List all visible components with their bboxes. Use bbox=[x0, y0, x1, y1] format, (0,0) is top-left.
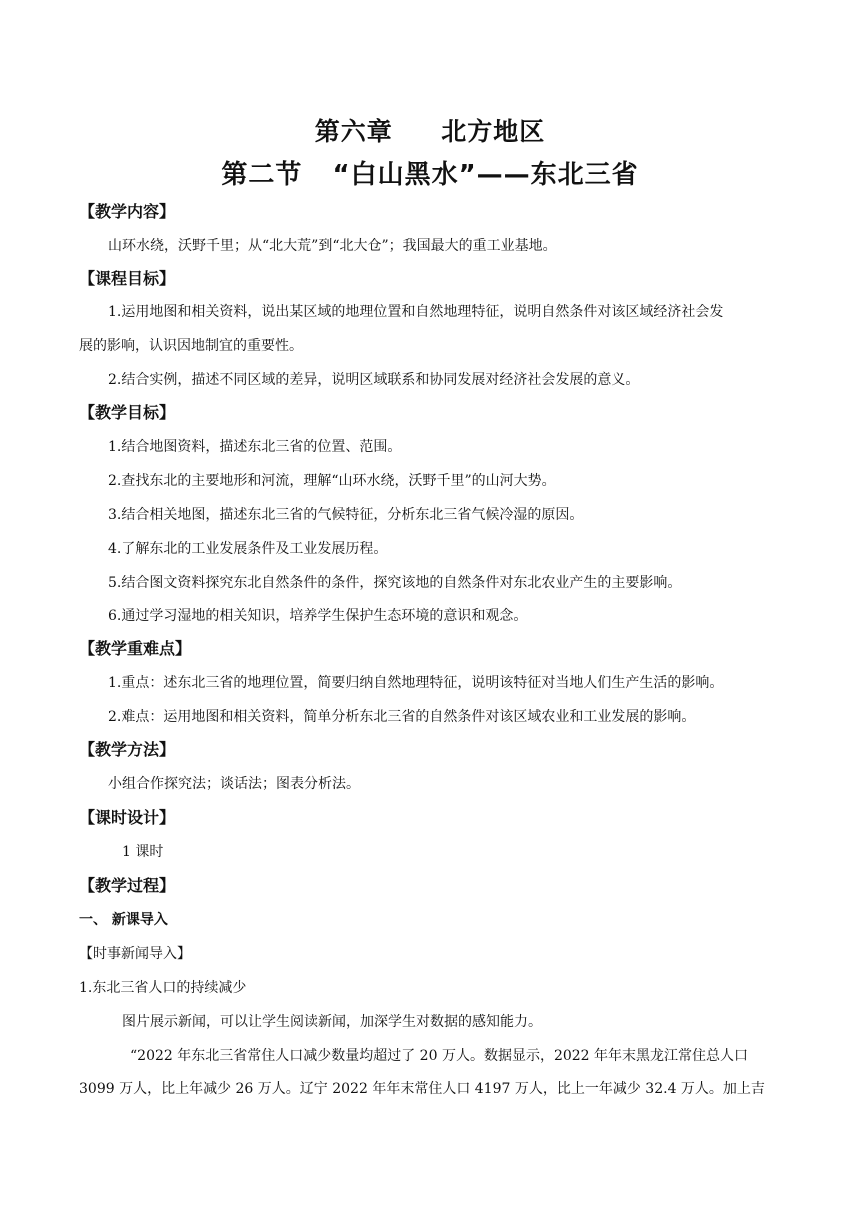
key-difficult-points-heading: 【教学重难点】 bbox=[79, 639, 192, 658]
objective-item: 5.结合图文资料探究东北自然条件的条件，探究该地的自然条件对东北农业产生的主要影响。 bbox=[108, 575, 682, 591]
lesson-schedule-heading: 【课时设计】 bbox=[79, 808, 176, 827]
curriculum-goal-1-line-b: 展的影响，认识因地制宜的重要性。 bbox=[79, 338, 303, 354]
curriculum-goal-2: 2.结合实例，描述不同区域的差异，说明区域联系和协同发展对经济社会发展的意义。 bbox=[108, 372, 640, 388]
key-point: 1.重点：述东北三省的地理位置，简要归纳自然地理特征，说明该特征对当地人们生产生活的影响。 bbox=[108, 675, 724, 691]
teaching-content-text: 山环水绕，沃野千里；从“北大荒”到“北大仓”；我国最大的重工业基地。 bbox=[108, 238, 557, 254]
teaching-objectives-heading: 【教学目标】 bbox=[79, 403, 176, 422]
objective-item: 1.结合地图资料，描述东北三省的位置、范围。 bbox=[108, 439, 402, 455]
chapter-title: 第六章 北方地区 bbox=[314, 117, 546, 146]
objective-item: 3.结合相关地图，描述东北三省的气候特征，分析东北三省气候冷湿的原因。 bbox=[108, 507, 584, 523]
process-part-1-title: 一、 新课导入 bbox=[79, 912, 168, 928]
teaching-methods-heading: 【教学方法】 bbox=[79, 740, 176, 759]
teaching-methods-text: 小组合作探究法；谈话法；图表分析法。 bbox=[108, 776, 360, 792]
lesson-schedule-text: 1 课时 bbox=[122, 844, 164, 860]
news-quote-line-a: “2022 年东北三省常住人口减少数量均超过了 20 万人。数据显示，2022 年年末黑龙江常住总人口 bbox=[130, 1048, 749, 1064]
teaching-process-heading: 【教学过程】 bbox=[79, 876, 176, 895]
news-description: 图片展示新闻，可以让学生阅读新闻，加深学生对数据的感知能力。 bbox=[122, 1014, 542, 1030]
teaching-content-heading: 【教学内容】 bbox=[79, 202, 176, 221]
curriculum-goal-1-line-a: 1.运用地图和相关资料，说出某区域的地理位置和自然地理特征，说明自然条件对该区域经济社会发 bbox=[108, 304, 724, 320]
news-intro-heading: 【时事新闻导入】 bbox=[79, 946, 191, 962]
objective-item: 4.了解东北的工业发展条件及工业发展历程。 bbox=[108, 541, 388, 557]
objective-item: 6.通过学习湿地的相关知识，培养学生保护生态环境的意识和观念。 bbox=[108, 608, 528, 624]
curriculum-goals-heading: 【课程目标】 bbox=[79, 269, 176, 288]
section-title: 第二节 “白山黑水”——东北三省 bbox=[221, 160, 639, 190]
objective-item: 2.查找东北的主要地形和河流，理解“山环水绕，沃野千里”的山河大势。 bbox=[108, 473, 556, 489]
difficult-point: 2.难点：运用地图和相关资料，简单分析东北三省的自然条件对该区域农业和工业发展的影响。 bbox=[108, 709, 696, 725]
news-item-1-title: 1.东北三省人口的持续减少 bbox=[79, 980, 247, 996]
news-quote-line-b: 3099 万人，比上年减少 26 万人。辽宁 2022 年年末常住人口 4197 万人，比上一年减少 32.4 万人。加上吉 bbox=[79, 1081, 765, 1097]
